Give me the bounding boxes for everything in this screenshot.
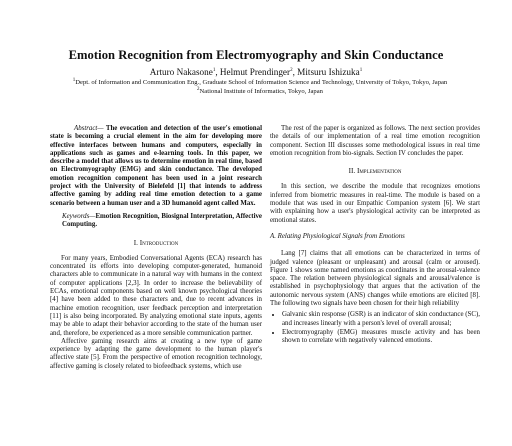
right-column	[270, 125, 480, 347]
affiliation: $^1$Dept. of Information and Communication Eng., Graduate School of Information Science and Technology, University of Tokyo, Tokyo, Japan	[72, 77, 448, 86]
author-affil-marker: 1	[212, 67, 216, 73]
author-name: Arturo Nakasone	[149, 67, 213, 77]
paper-title: Emotion Recognition from Electromyography and Skin Conductance	[68, 48, 444, 62]
list-item: • Galvanic skin response (GSR) is an indicator of skin conductance (SC), and increases linearly with a person's level of overall arousal;	[282, 311, 480, 328]
keywords	[50, 213, 262, 230]
abstract	[50, 125, 262, 208]
author-name: Mitsuru Ishizuka	[297, 67, 360, 77]
affiliation: $^2$National Institute of Informatics, Tokyo, Japan	[197, 86, 323, 95]
list-item: • Electromyography (EMG) measures muscle activity and has been shown to correlate with negatively valenced emotions.	[282, 329, 480, 346]
keywords-label: Keywords—	[62, 212, 96, 220]
abstract-text: The evocation and detection of the user's emotional state is becoming a crucial element in the aim for developing more effective interfaces between humans and computers, especially in applications such as games and e-learning tools. In this paper, we describe a model that allows us to determine emotion in real time, based on Electromyography (EMG) and skin conductance. The developed emotion recognition component has been used in a joint research project with the University of Bielefeld [1] that intends to address affective gaming by adding real time emotion detection to a game scenario between a human user and a 3D humanoid agent called Max.	[50, 125, 262, 207]
left-column	[50, 125, 262, 371]
author-affil-marker: 2	[290, 67, 293, 73]
paragraph: Affective gaming research aims at creating a new type of game experience by adapting the game development to the human player's affective state [5]. From the perspective of emotion recognition technology, affective gaming is closely related to biofeedback systems, which use	[50, 337, 262, 370]
paragraph: For many years, Embodied Conversational Agents (ECA) research has concentrated its efforts into developing computer-generated, humanoid characters able to communicate in a natural way with humans in the context of computer applications [2,3]. In order to increase the believability of ECAs, emotional components based on well known psychological theories [4] have been added to these characters and, due to recent advances in machine emotion recognition, user feedback perception and interpretation [11] is also being incorporated. By analyzing emotional state inputs, agents may be able to adapt their behavior according to the state of the human user and, therefore, be experienced as a more sensible communication partner.	[50, 254, 262, 337]
paragraph: In this section, we describe the module that recognizes emotions inferred from biometric measures in real-time. The module is based on a module that was used in our Empathic Companion system [6]. We start with explaining how a user's physiological activity can be interpreted as emotional states.	[270, 183, 480, 224]
subsection-heading: A. Relating Physiological Signals from Emotions	[270, 232, 405, 240]
abstract-label: Abstract—	[74, 125, 104, 132]
section-heading: I. Introduction	[133, 238, 179, 247]
paragraph: Lang [7] claims that all emotions can be characterized in terms of judged valence (pleasant or unpleasant) and arousal (calm or aroused). Figure 1 shows some named emotions as coordinates in the arousal-valence space. The relation between physiological signals and arousal/valence is established in psychophysiology that argues that the activation of the autonomic nervous system (ANS) changes while emotions are elicited [8]. The following two signals have been chosen for their high reliability	[270, 250, 480, 308]
affiliation-marker: 1	[72, 77, 76, 83]
affiliations	[60, 79, 460, 96]
bullet-list	[270, 311, 480, 345]
author-name: Helmut Prendinger	[219, 67, 291, 77]
keywords-text: Emotion Recognition, Biosignal Interpretation, Affective Computing.	[62, 212, 262, 229]
author-affil-marker: 1	[359, 67, 363, 73]
affiliation-marker: 2	[197, 86, 200, 92]
section-heading: II. Implementation	[348, 167, 402, 176]
paragraph: The rest of the paper is organized as follows. The next section provides the details of our implementation of a real time emotion recognition component. Section III discusses some methodological issues in real time emotion recognition from bio-signals. Section IV concludes the paper.	[270, 125, 480, 157]
author-line: Arturo Nakasone$^1$, Helmut Prendinger$^2$, Mitsuru Ishizuka$^1$	[149, 67, 363, 77]
